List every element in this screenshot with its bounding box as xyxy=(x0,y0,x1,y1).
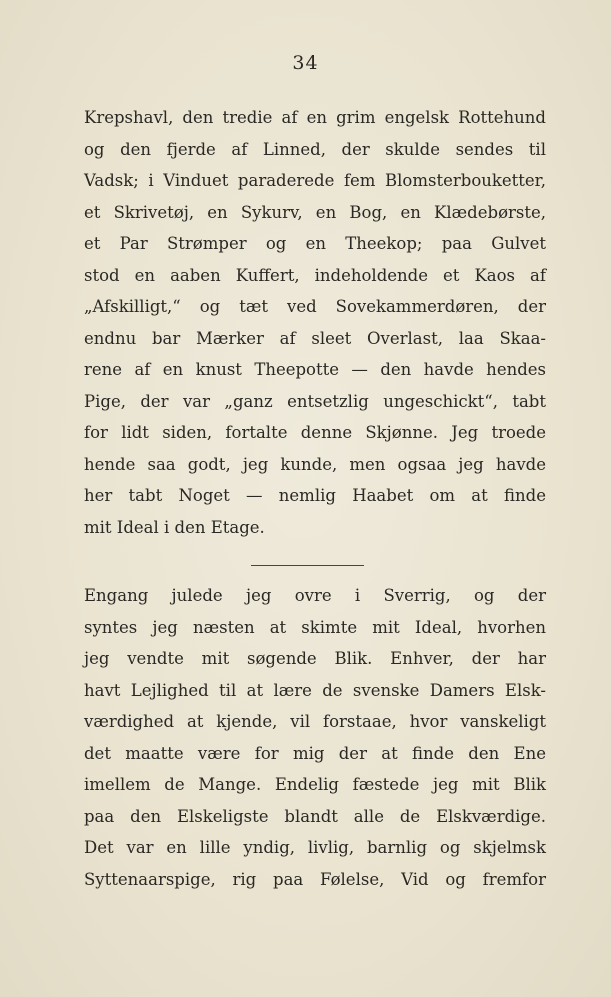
text-line: jeg vendte mit søgende Blik. Enhver, der har xyxy=(84,649,546,668)
text-line: Krepshavl, den tredie af en grim engelsk Rottehund xyxy=(84,108,546,127)
text-line: for lidt siden, fortalte denne Skjønne. Jeg troede xyxy=(84,423,546,442)
text-line: Engang julede jeg ovre i Sverrig, og der xyxy=(84,586,546,605)
text-line: Vadsk; i Vinduet paraderede fem Blomsterbouketter, xyxy=(84,171,546,190)
text-line: endnu bar Mærker af sleet Overlast, laa Skaa- xyxy=(84,328,546,348)
text-line: det maatte være for mig der at finde den Ene xyxy=(84,743,546,763)
text-line: paa den Elskeligste blandt alle de Elskværdige. xyxy=(84,806,546,826)
section-divider xyxy=(251,565,364,566)
text-line: Pige, der var „ganz entsetzlig ungeschickt“, tabt xyxy=(84,391,546,411)
text-line: hende saa godt, jeg kunde, men ogsaa jeg havde xyxy=(84,454,546,474)
text-line: mit Ideal i den Etage. xyxy=(84,517,265,537)
text-line: et Par Strømper og en Theekop; paa Gulvet xyxy=(84,234,546,253)
text-line: rene af en knust Theepotte — den havde hendes xyxy=(84,360,546,379)
page-number: 34 xyxy=(292,52,319,74)
text-line: stod en aaben Kuffert, indeholdende et Kaos af xyxy=(84,265,546,285)
text-line: syntes jeg næsten at skimte mit Ideal, hvorhen xyxy=(84,617,546,637)
text-line: Syttenaarspige, rig paa Følelse, Vid og fremfor xyxy=(84,869,546,889)
text-line: havt Lejlighed til at lære de svenske Damers Elsk- xyxy=(84,680,546,700)
paragraph-2 xyxy=(84,580,546,895)
text-line: Det var en lille yndig, livlig, barnlig og skjelmsk xyxy=(84,838,546,857)
text-line: „Afskilligt,“ og tæt ved Sovekammerdøren, der xyxy=(84,297,546,316)
paragraph-1 xyxy=(84,102,546,543)
text-line: værdighed at kjende, vil forstaae, hvor vanskeligt xyxy=(84,712,546,731)
text-line: imellem de Mange. Endelig fæstede jeg mit Blik xyxy=(84,775,546,794)
text-line: og den fjerde af Linned, der skulde sendes til xyxy=(84,139,546,159)
text-line: her tabt Noget — nemlig Haabet om at finde xyxy=(84,486,546,505)
text-line: et Skrivetøj, en Sykurv, en Bog, en Klædebørste, xyxy=(84,202,546,222)
